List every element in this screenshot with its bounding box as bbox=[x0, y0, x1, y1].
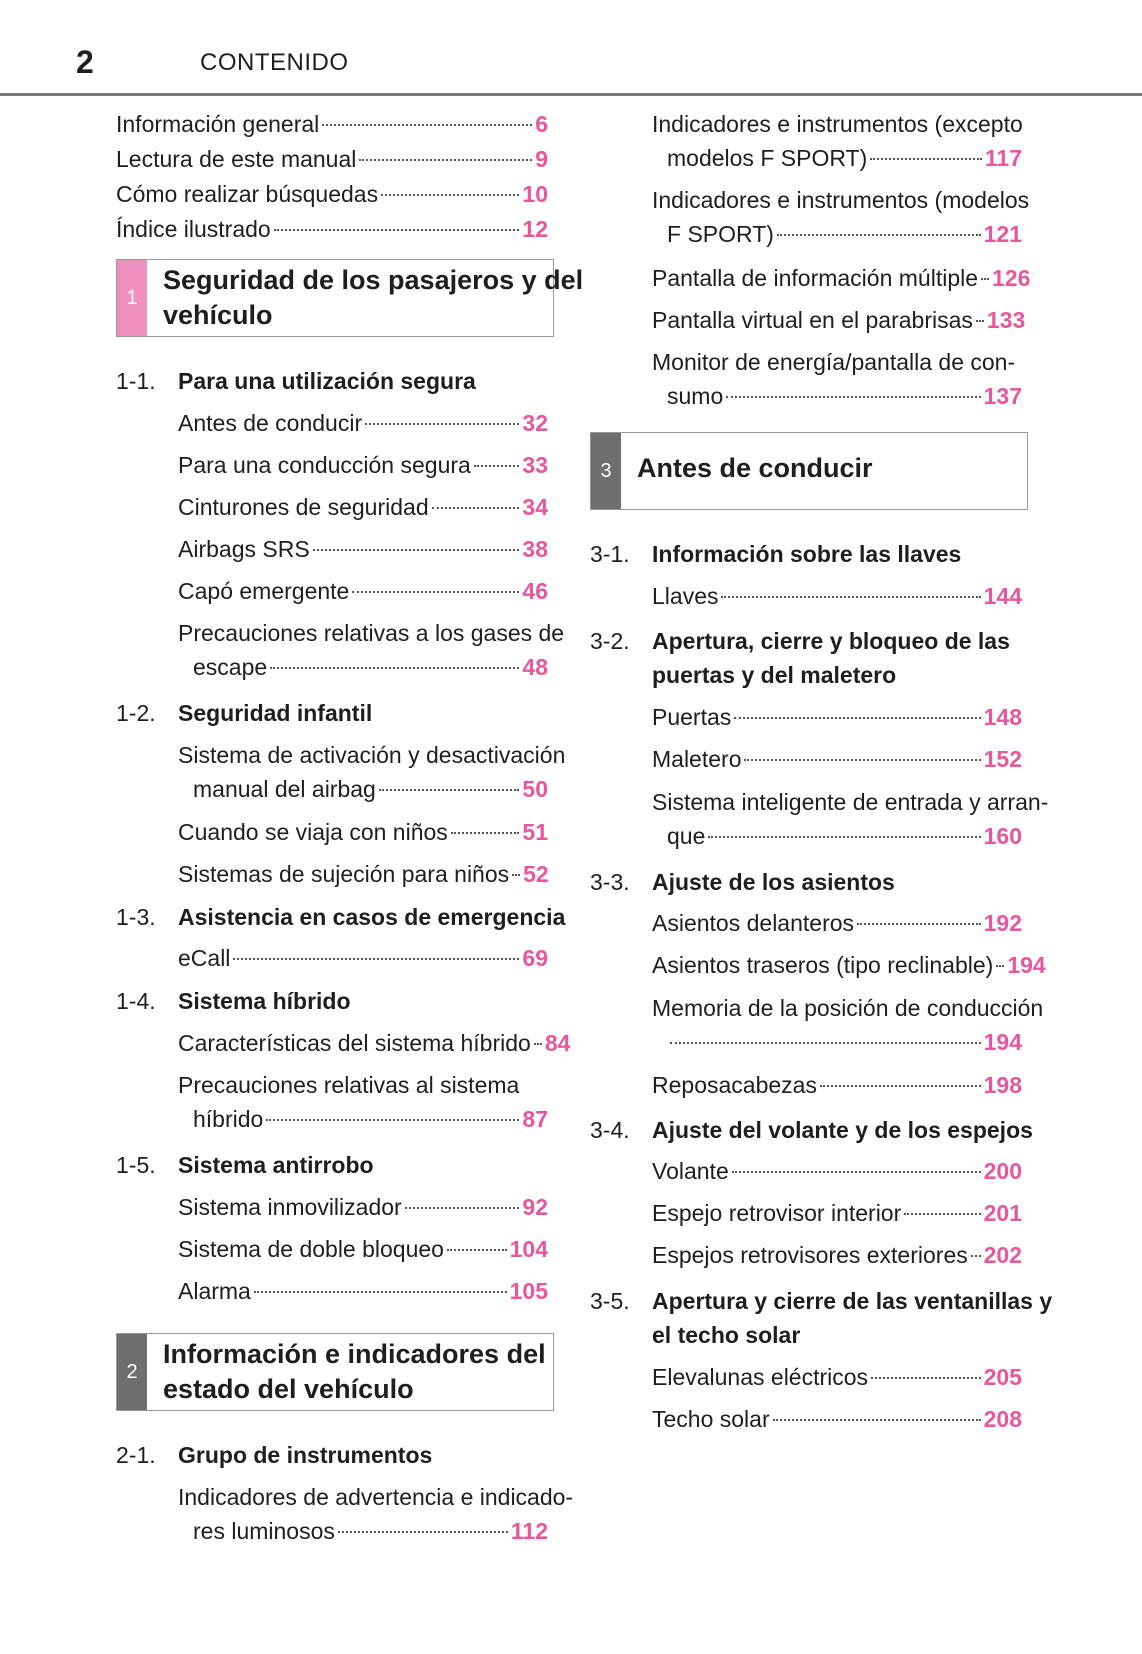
section-heading[interactable]: 3-5. Apertura y cierre de las ventanillas y el techo solar bbox=[590, 1288, 1053, 1348]
chapter-2-box[interactable] bbox=[116, 1333, 554, 1411]
toc-entry[interactable]: Sistema de activación y desactivación manual del airbag 50 bbox=[178, 742, 566, 802]
toc-entry[interactable]: eCall 69 bbox=[178, 945, 548, 971]
chapter-1-title-line1: Seguridad de los pasajeros y del bbox=[163, 265, 584, 295]
toc-entry[interactable]: Sistemas de sujeción para niños 52 bbox=[178, 861, 549, 887]
toc-entry[interactable]: Puertas 148 bbox=[652, 704, 1022, 730]
toc-entry[interactable]: Cinturones de seguridad 34 bbox=[178, 494, 548, 520]
chapter-1-tab: 1 bbox=[117, 260, 147, 336]
toc-entry[interactable]: Pantalla virtual en el parabrisas 133 bbox=[652, 307, 1026, 333]
toc-entry[interactable]: Precauciones relativas al sistema híbrido 87 bbox=[178, 1072, 548, 1132]
chapter-3-tab: 3 bbox=[591, 433, 621, 509]
chapter-1-box[interactable] bbox=[116, 259, 584, 337]
toc-entry[interactable]: Indicadores e instrumentos (excepto modelos F SPORT) 117 bbox=[652, 111, 1023, 171]
toc-entry[interactable]: Precauciones relativas a los gases de escape 48 bbox=[178, 620, 565, 680]
header-rule bbox=[0, 93, 1142, 96]
toc-entry[interactable]: Maletero 152 bbox=[652, 746, 1022, 772]
page-title: CONTENIDO bbox=[200, 49, 349, 76]
toc-entry[interactable]: Sistema inmovilizador 92 bbox=[178, 1194, 548, 1220]
chapter-3-box[interactable] bbox=[590, 432, 1028, 510]
chapter-3-title: Antes de conducir bbox=[637, 453, 873, 483]
chapter-2-tab: 2 bbox=[117, 1334, 147, 1410]
toc-entry[interactable]: Llaves 144 bbox=[652, 583, 1022, 609]
chapter-2-title-line1: Información e indicadores del bbox=[163, 1339, 546, 1369]
toc-entry[interactable]: Cuando se viaja con niños 51 bbox=[178, 819, 548, 845]
toc-entry[interactable]: Características del sistema híbrido 84 bbox=[178, 1030, 571, 1056]
section-heading[interactable]: 3-2. Apertura, cierre y bloqueo de las puertas y del maletero bbox=[590, 628, 1010, 688]
toc-entry[interactable]: Para una conducción segura 33 bbox=[178, 452, 548, 478]
toc-entry[interactable]: Monitor de energía/pantalla de con- sumo 137 bbox=[652, 349, 1022, 409]
toc-entry[interactable]: Elevalunas eléctricos 205 bbox=[652, 1364, 1022, 1390]
toc-entry[interactable]: Espejo retrovisor interior 201 bbox=[652, 1200, 1022, 1226]
chapter-1-title-line2: vehículo bbox=[163, 300, 273, 330]
toc-entry[interactable]: Sistema de doble bloqueo 104 bbox=[178, 1236, 548, 1262]
toc-entry[interactable]: Airbags SRS 38 bbox=[178, 536, 548, 562]
toc-entry[interactable]: Indicadores de advertencia e indicado- res luminosos 112 bbox=[178, 1484, 574, 1544]
toc-entry[interactable]: Techo solar 208 bbox=[652, 1406, 1022, 1432]
toc-entry[interactable]: Indicadores e instrumentos (modelos F SPORT) 121 bbox=[652, 187, 1030, 247]
chapter-2-title-line2: estado del vehículo bbox=[163, 1374, 414, 1404]
toc-entry[interactable]: Alarma 105 bbox=[178, 1278, 548, 1304]
toc-entry[interactable]: Memoria de la posición de conducción 194 bbox=[652, 995, 1044, 1055]
toc-entry[interactable]: Lectura de este manual 9 bbox=[116, 146, 548, 172]
toc-entry[interactable]: Índice ilustrado 12 bbox=[116, 216, 548, 242]
toc-entry[interactable]: Volante 200 bbox=[652, 1158, 1022, 1184]
toc-entry[interactable]: Cómo realizar búsquedas 10 bbox=[116, 181, 548, 207]
toc-entry[interactable]: Asientos traseros (tipo reclinable) 194 bbox=[652, 952, 1046, 978]
toc-entry[interactable]: Capó emergente 46 bbox=[178, 578, 548, 604]
toc-entry[interactable]: Información general 6 bbox=[116, 111, 548, 137]
toc-entry[interactable]: Reposacabezas 198 bbox=[652, 1072, 1022, 1098]
toc-entry[interactable]: Asientos delanteros 192 bbox=[652, 910, 1022, 936]
toc-entry[interactable]: Sistema inteligente de entrada y arran- que 160 bbox=[652, 789, 1049, 849]
toc-entry[interactable]: Espejos retrovisores exteriores 202 bbox=[652, 1242, 1022, 1268]
toc-entry[interactable]: Pantalla de información múltiple 126 bbox=[652, 265, 1031, 291]
page-number: 2 bbox=[76, 44, 94, 80]
toc-entry[interactable]: Antes de conducir 32 bbox=[178, 410, 548, 436]
